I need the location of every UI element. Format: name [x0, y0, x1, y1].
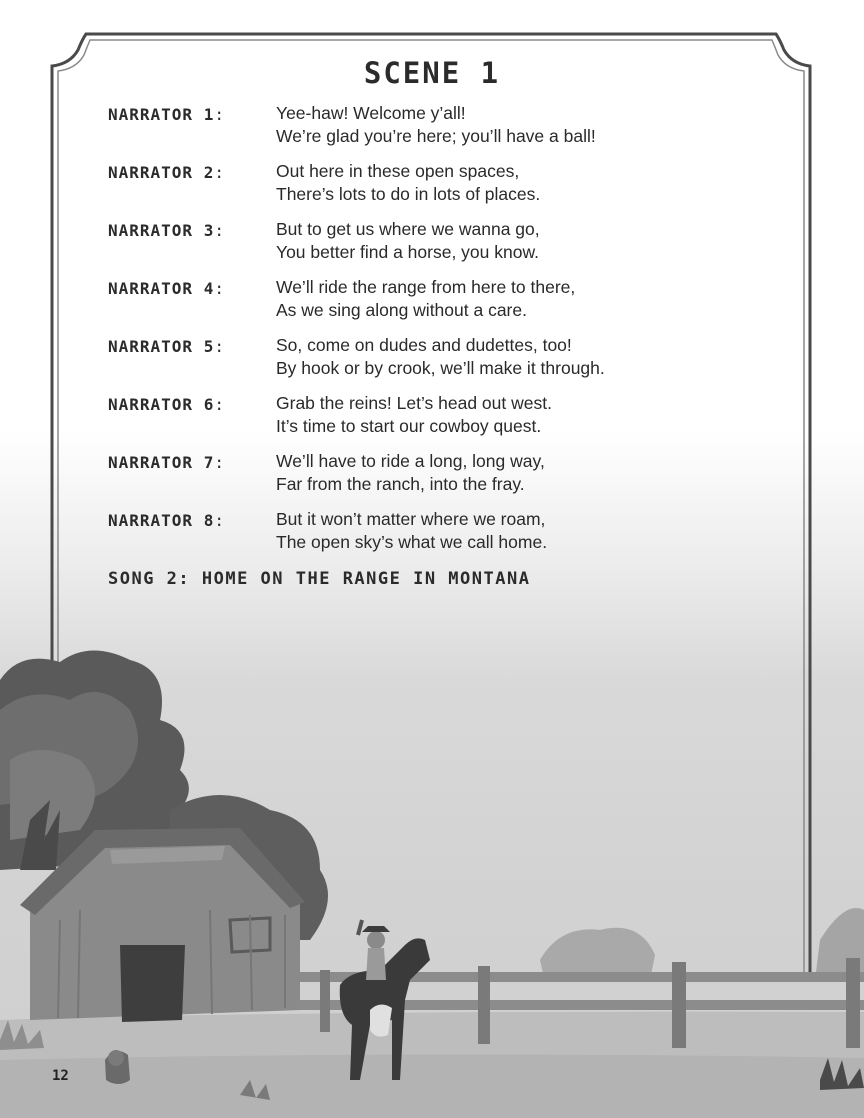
script-row: NARRATOR 3: But to get us where we wanna go, You better find a horse, you know. [108, 219, 540, 262]
speaker-name: NARRATOR 8 [108, 511, 215, 530]
verse-line: We’ll have to ride a long, long way, [276, 451, 545, 471]
verse-line: Out here in these open spaces, [276, 161, 520, 181]
verse-line: But it won’t matter where we roam, [276, 509, 546, 529]
verse-line: It’s time to start our cowboy quest. [276, 416, 542, 436]
script-row: NARRATOR 7: We’ll have to ride a long, long way, Far from the ranch, into the fray. [108, 451, 545, 494]
verse-line: Grab the reins! Let’s head out west. [276, 393, 552, 413]
verse-line: We’re glad you’re here; you’ll have a ball! [276, 126, 596, 146]
script-row: NARRATOR 6: Grab the reins! Let’s head out west. It’s time to start our cowboy quest. [108, 393, 552, 436]
ranch-illustration [0, 640, 864, 1118]
verse-line: So, come on dudes and dudettes, too! [276, 335, 572, 355]
verse-line: There’s lots to do in lots of places. [276, 184, 541, 204]
verse-line: As we sing along without a care. [276, 300, 527, 320]
verse-line: We’ll ride the range from here to there, [276, 277, 576, 297]
scene-title: SCENE 1 [363, 56, 501, 90]
script-row: NARRATOR 1: Yee-haw! Welcome y’all! We’re glad you’re here; you’ll have a ball! [108, 103, 596, 146]
narrator-lines [108, 102, 748, 566]
speaker-name: NARRATOR 5 [108, 337, 215, 356]
speaker-name: NARRATOR 6 [108, 395, 215, 414]
verse-line: Yee-haw! Welcome y’all! [276, 103, 466, 123]
verse-line: By hook or by crook, we’ll make it through. [276, 358, 605, 378]
page-number: 12 [52, 1068, 69, 1084]
verse-line: But to get us where we wanna go, [276, 219, 540, 239]
speaker-name: NARRATOR 2 [108, 163, 215, 182]
script-row: NARRATOR 2: Out here in these open spaces, There’s lots to do in lots of places. [108, 161, 541, 204]
verse-line: You better find a horse, you know. [276, 242, 540, 262]
song-heading: SONG 2: HOME ON THE RANGE IN MONTANA [108, 569, 531, 589]
speaker-name: NARRATOR 3 [108, 221, 215, 240]
speaker-name: NARRATOR 4 [108, 279, 215, 298]
script-row: NARRATOR 4: We’ll ride the range from here to there, As we sing along without a care. [108, 277, 576, 320]
verse-line: The open sky’s what we call home. [276, 532, 548, 552]
script-row: NARRATOR 5: So, come on dudes and dudettes, too! By hook or by crook, we’ll make it through. [108, 335, 605, 378]
speaker-name: NARRATOR 1 [108, 105, 215, 124]
critter-illustration [105, 1050, 130, 1084]
verse-line: Far from the ranch, into the fray. [276, 474, 525, 494]
speaker-name: NARRATOR 7 [108, 453, 215, 472]
script-row: NARRATOR 8: But it won’t matter where we roam, The open sky’s what we call home. [108, 509, 548, 552]
